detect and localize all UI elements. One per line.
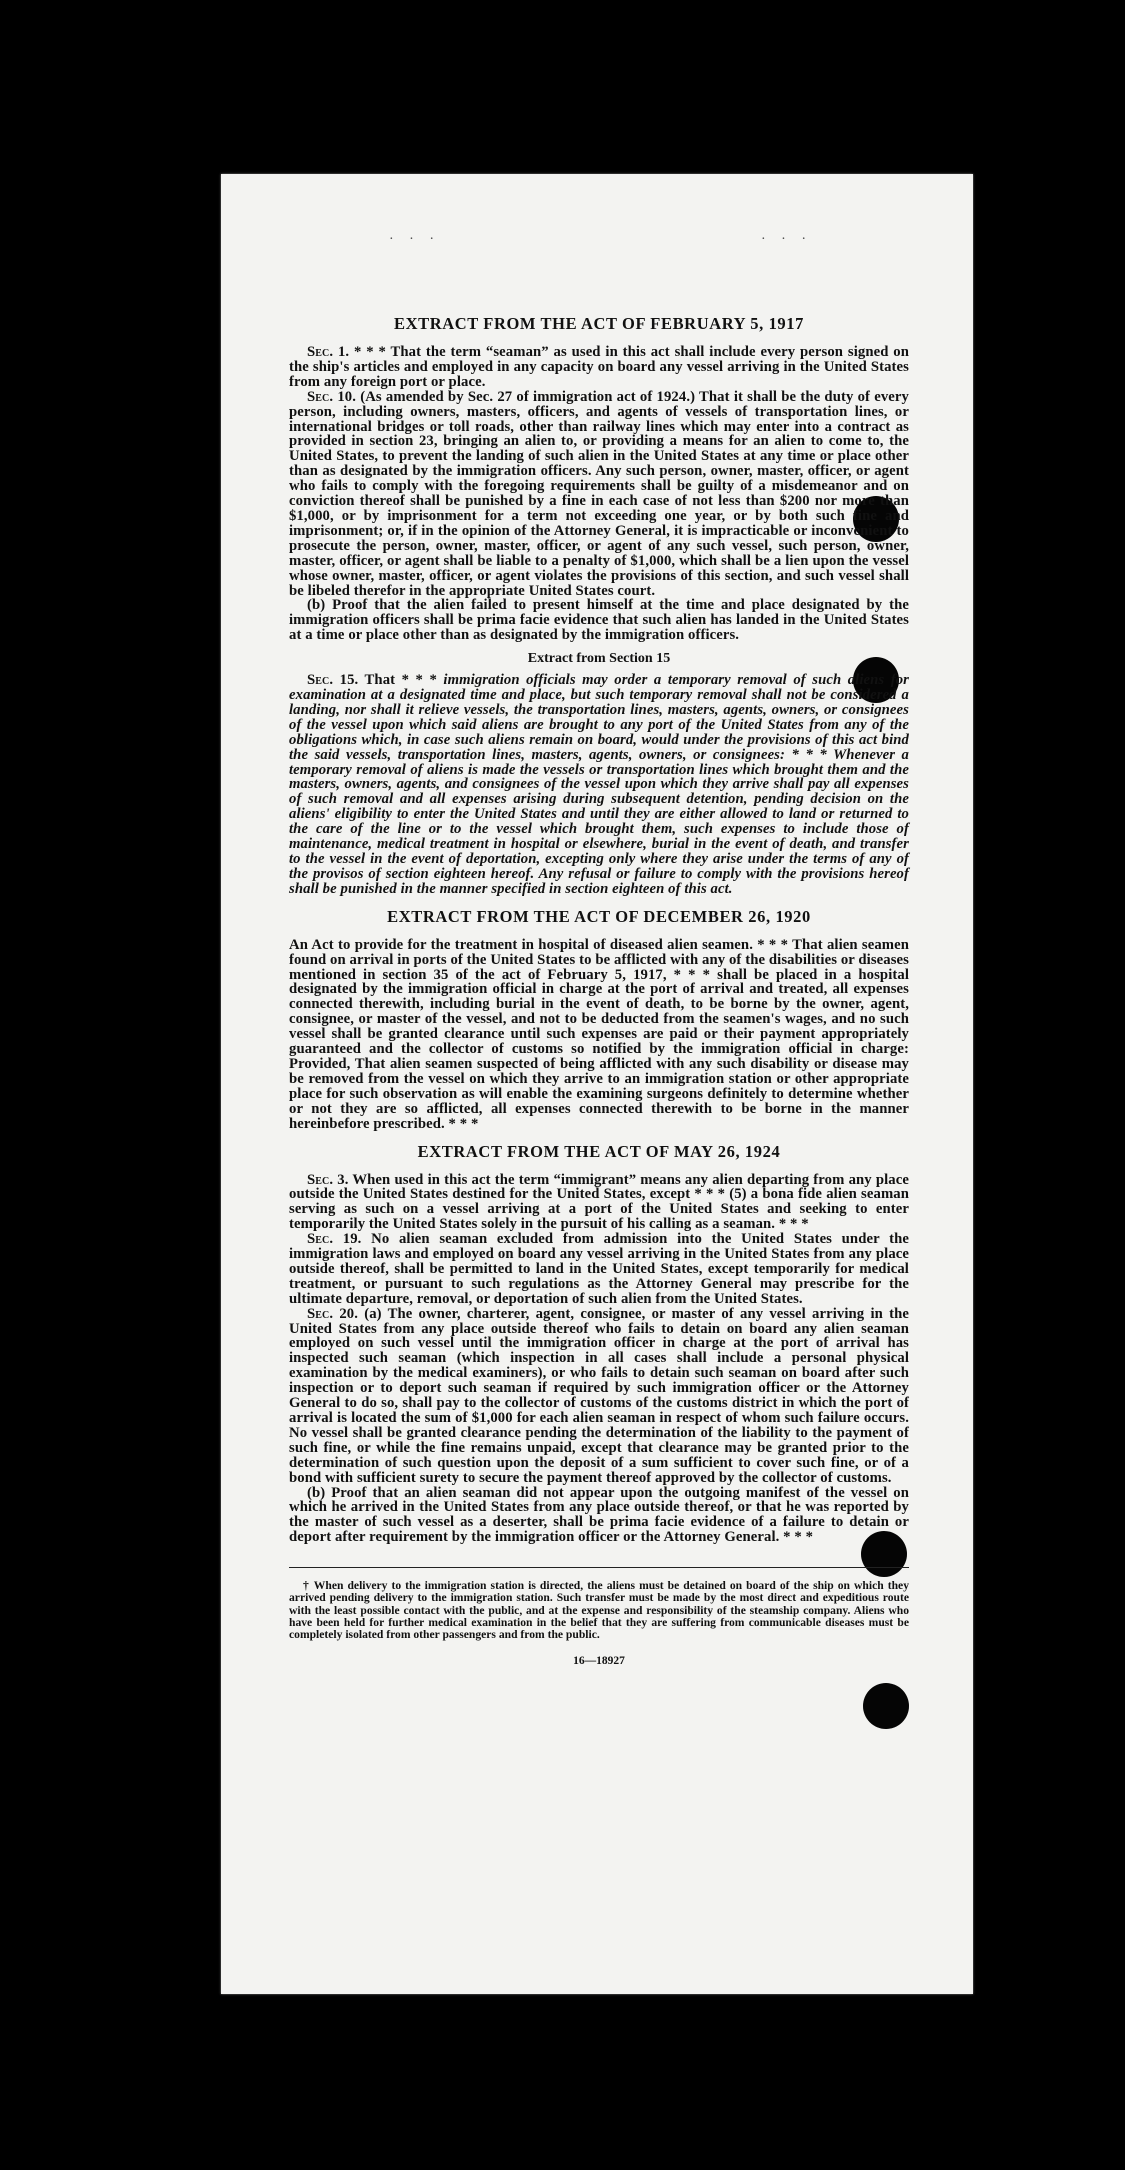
section-20b-paragraph: (b) Proof that an alien seaman did not appear upon the outgoing manifest of the vessel on which he arrived in the United States from any place outside thereof, or that he was reported by the master of such vessel as a deserter, shall be prima facie evidence of a failure to detain or deport after requirement by the immigration officer or the Attorney General. * * *	[289, 1484, 909, 1546]
print-code: 16—18927	[573, 1655, 625, 1668]
heading-act-1924: EXTRACT FROM THE ACT OF MAY 26, 1924	[417, 1141, 781, 1161]
act-1920-paragraph: An Act to provide for the treatment in hospital of diseased alien seamen. * * * That alien seamen found on arrival in ports of the United States to be afflicted with any of the disabilities or diseases mentioned in section 35 of the act of February 5, 1917, * * * shall be placed in a hospital designated by the immigration official in charge at the port of arrival and treated, all expenses connected therewith, including burial in the event of death, to be borne by the owner, agent, consignee, or master of the vessel, and not to be deducted from the seamen's wages, and no such vessel shall be granted clearance until such expenses are paid or their payment appropriately guaranteed and the collector of customs so notified by the immigration official in charge: Provided, That alien seamen suspected of being afflicted with any such disability or disease may be removed from the vessel on which they arrive to an immigration station or other appropriate place for such observation as will enable the examining surgeons definitely to determine whether or not they are so afflicted, all expenses connected therewith to be borne in the manner hereinbefore prescribed. * * *	[289, 936, 909, 1132]
section-text: * * * That the term “seaman” as used in this act shall include every person signed on the ship's articles and employed in any capacity on board any vessel arriving in the United States from any foreign port or place.	[289, 344, 909, 390]
header-marks-right: · · ·	[761, 232, 812, 247]
section-1-paragraph	[289, 345, 909, 390]
footnote: † When delivery to the immigration station is directed, the aliens must be detained on board of the ship on which they arrived pending delivery to the immigration station. Such transfer must be made by the most direct and expeditious route with the least possible contact with the public, and at the expense and responsibility of the steamship company. Aliens who have been held for further medical examination in the belief that they are suffering from communicable diseases must be completely isolated from other passengers and from the public.	[289, 1579, 909, 1641]
section-text: immigration officials may order a temporary removal of such aliens for examination at a designated time and place, but such temporary removal shall not be considered a landing, nor shall it relieve vessels, the transportation lines, masters, agents, owners, or consignees of the vessel upon which said aliens are brought to any port of the United States from any of the obligations which, in case such aliens remain on board, would under the provisions of this act bind the said vessels, transportation lines, masters, agents, owners, or consignees: * * * Whenever a temporary removal of aliens is made the vessels or transportation lines which brought them and the masters, owners, agents, and consignees of the vessel upon which they arrive shall pay all expenses of such removal and all expenses arising during subsequent detention, pending decision on the aliens' eligibility to enter the United States and until they are either allowed to land or returned to the care of the line or to the vessel which brought them, such expenses to include those of maintenance, medical treatment in hospital or elsewhere, burial in the event of death, and transfer to the vessel in the event of deportation, excepting only where they arise under the terms of any of the provisos of section eighteen hereof. Any refusal or failure to comply with the provisions hereof shall be punished in the manner specified in section eighteen of this act.	[289, 672, 909, 897]
section-label: Sec. 3.	[307, 1171, 349, 1188]
heading-act-1917: EXTRACT FROM THE ACT OF FEBRUARY 5, 1917	[394, 314, 804, 333]
document-page	[221, 174, 973, 1994]
footnote-divider	[289, 1567, 909, 1568]
section-19-paragraph	[289, 1232, 909, 1307]
header-marks-left: · · ·	[389, 232, 440, 247]
section-label: Sec. 19.	[307, 1231, 362, 1248]
section-10-paragraph	[289, 390, 909, 599]
section-3-paragraph	[289, 1173, 909, 1233]
section-text: No alien seaman excluded from admission into the United States under the immigration laws and employed on board any vessel arriving in the United States from any place outside thereof, shall be permitted to land in the United States, except temporarily for medical treatment, or pursuant to such regulations as the Attorney General may prescribe for the ultimate departure, removal, or deportation of such alien from the United States.	[289, 1231, 909, 1307]
section-label: Sec. 15.	[307, 672, 359, 689]
section-text: (As amended by Sec. 27 of immigration act of 1924.) That it shall be the duty of every person, including owners, masters, officers, and agents of vessels of transportation lines, or international bridges or toll roads, other than railway lines which may enter into a contract as provided in section 23, bringing an alien to, or providing a means for an alien to come to, the United States, to prevent the landing of such alien in the United States at any time or place other than as designated by the immigration officers. Any such person, owner, master, officer, or agent who fails to comply with the foregoing requirements shall be guilty of a misdemeanor and on conviction thereof shall be punished by a fine in each case of not less than $200 nor more than $1,000, or by imprisonment for a term not exceeding one year, or by both such fine and imprisonment; or, if in the opinion of the Attorney General, it is impracticable or inconvenient to prosecute the person, owner, master, officer, or agent of any such vessel, such person, owner, master, officer, or agent shall be liable to a penalty of $1,000, which shall be a lien upon the vessel whose owner, master, officer, or agent violates the provisions of this section, and such vessel shall be libeled therefor in the appropriate United States court.	[289, 388, 909, 599]
section-text: (a) The owner, charterer, agent, consignee, or master of any vessel arriving in the United States from any place outside thereof who fails to detain on board any alien seaman employed on such vessel until the immigration officer in charge at the port of arrival has inspected such seaman (which inspection in all cases shall include a personal physical examination by the medical examiners), or who fails to detain such seaman on board after such inspection or to deport such seaman if required by such immigration officer or the Attorney General to do so, shall pay to the collector of customs of the customs district in which the port of arrival is located the sum of $1,000 for each alien seaman in respect of whom such failure occurs. No vessel shall be granted clearance pending the determination of the liability to the payment of such fine, or while the fine remains unpaid, except that clearance may be granted prior to the determination of such question upon the deposit of a sum sufficient to cover such fine, or of a bond with sufficient surety to secure the payment thereof approved by the collector of customs.	[289, 1305, 909, 1486]
section-label: Sec. 10.	[307, 388, 356, 405]
section-label: Sec. 1.	[307, 344, 350, 360]
section-lead: That * * *	[358, 672, 444, 689]
document-body	[289, 314, 909, 1667]
section-text: When used in this act the term “immigrant” means any alien departing from any place outside the United States destined for the United States, except * * * (5) a bona fide alien seaman serving as such on a vessel arriving at a port of the United States and seeking to enter temporarily the United States solely in the pursuit of his calling as a seaman. * * *	[289, 1171, 909, 1233]
section-15-paragraph	[289, 673, 909, 897]
section-20-paragraph	[289, 1307, 909, 1486]
heading-section-15: Extract from Section 15	[527, 651, 671, 667]
heading-act-1920: EXTRACT FROM THE ACT OF DECEMBER 26, 1920	[387, 906, 811, 926]
punch-hole	[863, 1683, 909, 1729]
section-10b-paragraph: (b) Proof that the alien failed to present himself at the time and place designated by the immigration officers shall be prima facie evidence that such alien has landed in the United States at a time or place other than as designated by the immigration officers.	[289, 597, 909, 644]
section-label: Sec. 20.	[307, 1305, 358, 1322]
